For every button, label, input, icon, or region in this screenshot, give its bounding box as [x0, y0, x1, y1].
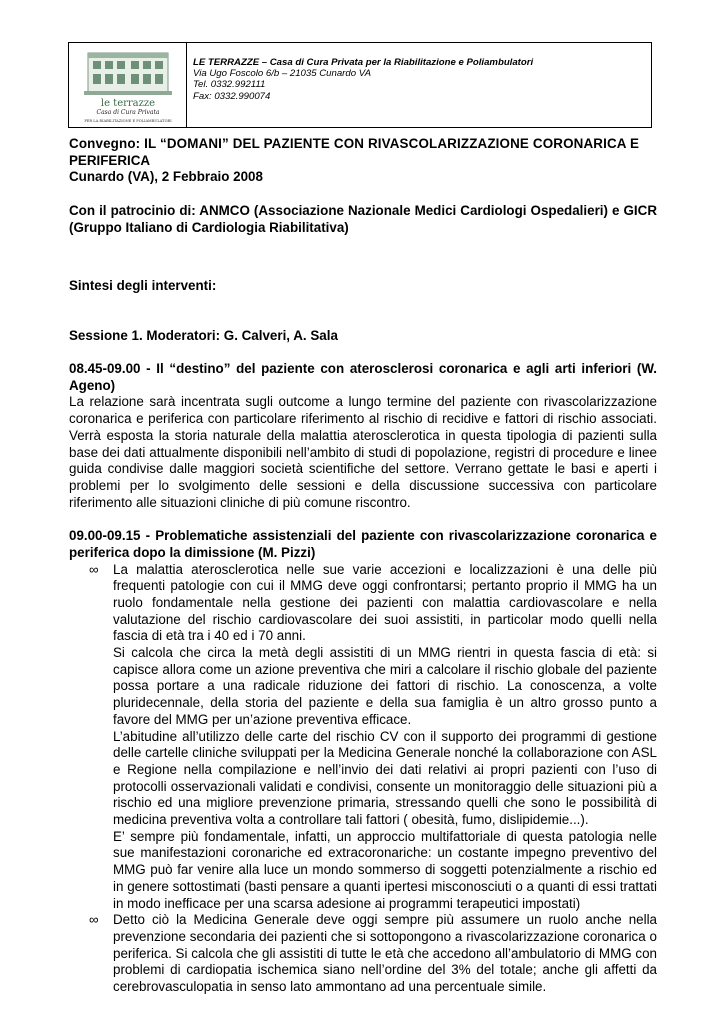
conference-title-line2: PERIFERICA — [69, 152, 151, 168]
conference-title-line1: Convegno: IL “DOMANI” DEL PAZIENTE CON RIVASCOLARIZZAZIONE CORONARICA E — [69, 136, 640, 151]
bullet2-paragraph: Detto ciò la Medicina Generale deve oggi sempre più assumere un ruolo anche nella prevenzione secondaria dei pazienti che si sottopongono a rivascolarizzazione coronarica o periferica. Si calcola che gli assistiti di tutte le età che accedono all’ambulatorio di MMG con problemi di cardiopatia ischemica siano nell’ordine del 3% del totale; anche gli affetti da cerebrovasculopatia in senso lato ammontano ad una percentuale simile. — [113, 912, 657, 995]
bullet1-paragraph1: La malattia aterosclerotica nelle sue varie accezioni e localizzazioni è una delle più frequenti patologie con cui il MMG deve oggi confrontarsi; pertanto proprio il MMG ha un ruolo fondamentale nella gestione dei pazienti con malattia cardiovascolare e nella valutazione del rischio cardiovascolare dei suoi assistiti, in particolar modo quelli nella fascia di età tra i 40 ed i 70 anni. — [113, 561, 657, 644]
patronage: Con il patrocinio di: ANMCO (Associazione Nazionale Medici Cardiologi Ospedalieri) e GICR (Gruppo Italiano di Cardiologia Riabilitativa) — [69, 202, 657, 235]
list-item — [69, 912, 657, 996]
logo-footer: PER LA RIABILITAZIONE E POLIAMBULATORI — [84, 119, 172, 123]
bullet1-paragraph4: E’ sempre più fondamentale, infatti, un approccio multifattoriale di questa patologia nelle sue manifestazioni coronariche ed extracoronariche: un costante impegno preventivo del MMG può far venire alla luce un mondo sommerso di soggetti potenzialmente a rischio ed in genere sottostimati (basti pensare a quanti ipertesi misconosciuti o a quanti di essi trattati in modo inefficace per una scarsa adesione ai programmi terapeutici impostati) — [113, 828, 657, 911]
talk1-body: La relazione sarà incentrata sugli outcome a lungo termine del paziente con rivascolarizzazione coronarica e periferica con particolare riferimento al rischio di recidive e fattori di rischio associati. Verrà esposta la storia naturale della malattia aterosclerotica in questa tipologia di pazienti sulla base dei dati attualmente disponibili nell’ambito di studi di popolazione, registri di procedure e linee guida condivise dalle maggiori società scientifiche del settore. Verrano gettate le basi e aperti i problemi per lo svolgimento delle sessioni e della discussione successiva con particolare riferimento alle situazioni cliniche di più comune riscontro. — [69, 394, 657, 510]
conference-date: Cunardo (VA), 2 Febbraio 2008 — [69, 169, 263, 185]
org-name: LE TERRAZZE – Casa di Cura Privata per la Riabilitazione e Poliambulatori — [193, 57, 534, 68]
list-item — [69, 562, 657, 913]
bullet1-paragraph3: L’abitudine all’utilizzo delle carte del rischio CV con il supporto dei programmi di gestione delle cartelle cliniche sviluppati per la Medicina Generale nonché la collaborazione con ASL e Regione nella compilazione e nell’invio dei dati relativi ai propri pazienti con l’uso di protocolli osservazionali validati e condivisi, consente un monitoraggio delle situazioni più a rischio ed una migliore prevenzione primaria, stressando quelli che sono le possibilità di medicina preventiva volta a controllare tali fattori ( obesità, fumo, dislipidemie...). — [113, 728, 657, 828]
session-heading: Sessione 1. Moderatori: G. Calveri, A. Sala — [69, 327, 338, 343]
org-address: Via Ugo Foscolo 6/b – 21035 Cunardo VA — [193, 68, 371, 80]
logo-name: le terrazze — [100, 98, 156, 109]
logo-cell — [69, 43, 187, 127]
clinic-logo — [76, 47, 180, 124]
org-tel: Tel. 0332.992111 — [193, 79, 266, 91]
summary-heading: Sintesi degli interventi: — [69, 277, 217, 293]
letterhead-info — [193, 57, 533, 102]
org-fax: Fax: 0332.990074 — [193, 90, 271, 102]
bullet1-paragraph2: Si calcola che circa la metà degli assistiti di un MMG rientri in questa fascia di età: si capisce allora come un azione preventiva che miri a calcolare il rischio globale del paziente possa portare a una radicale riduzione dei fattori di rischio. La conoscenza, a volte pluridecennale, della storia del paziente e della sua famiglia è un altro grosso punto a favore del MMG per un’azione preventiva efficace. — [113, 645, 657, 727]
bullet-icon: ∞ — [89, 912, 99, 928]
logo-subtitle: Casa di Cura Privata — [96, 109, 160, 116]
talk1-heading: 08.45-09.00 - Il “destino” del paziente con aterosclerosi coronarica e agli arti inferiori (W. Ageno) — [69, 361, 657, 393]
talk2-heading: 09.00-09.15 - Problematiche assistenziali del paziente con rivascolarizzazione coronarica e periferica dopo la dimissione (M. Pizzi) — [69, 528, 657, 560]
bullet-icon: ∞ — [89, 561, 99, 577]
letterhead — [68, 42, 652, 128]
document-body — [69, 136, 657, 996]
